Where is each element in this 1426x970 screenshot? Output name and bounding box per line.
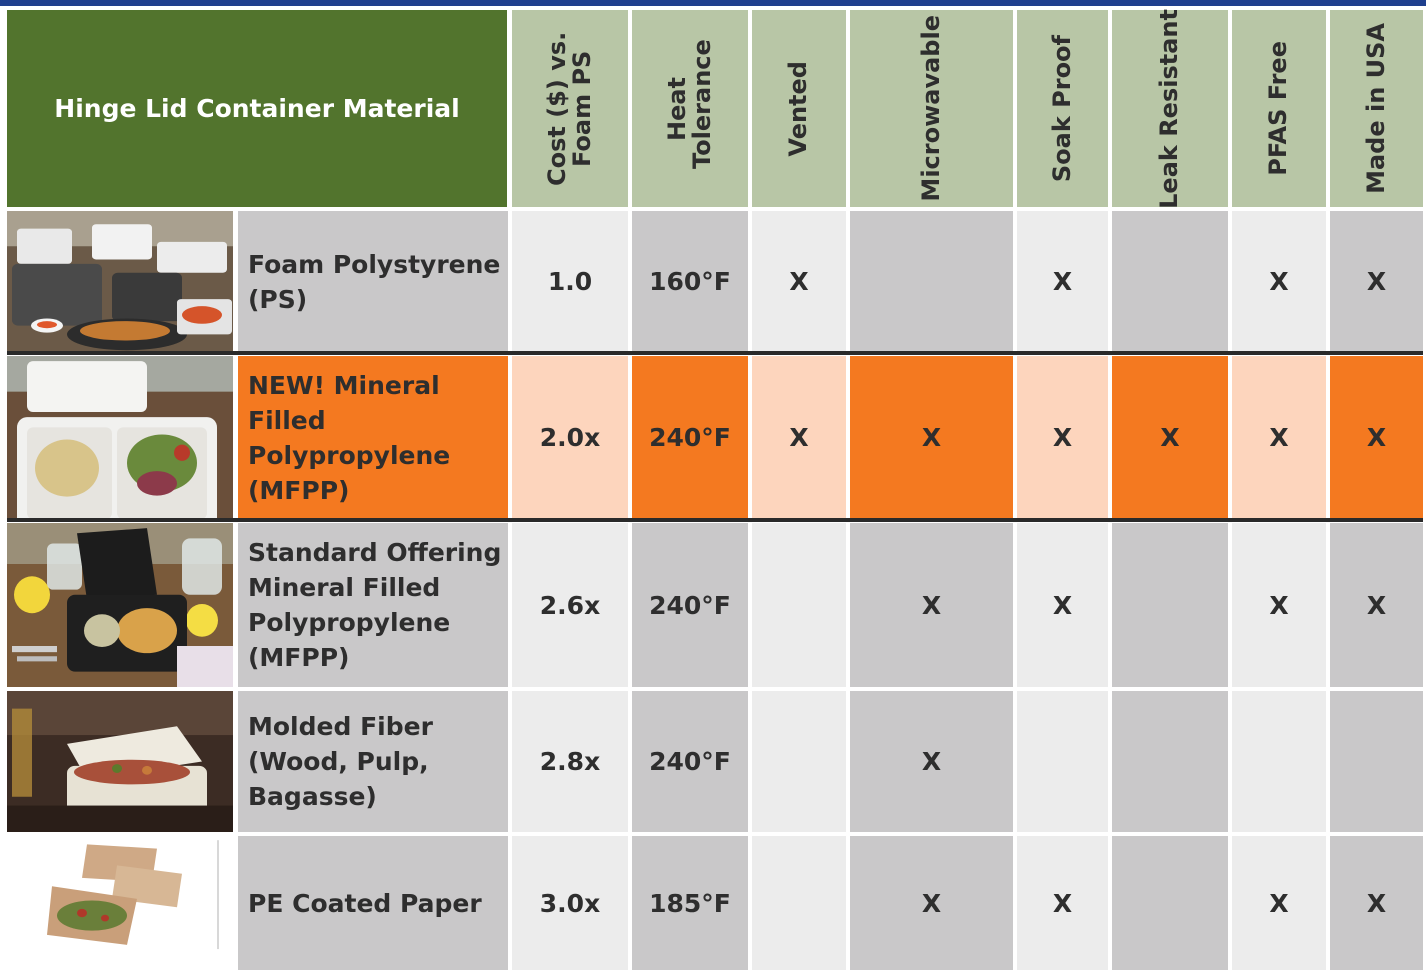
column-header-label: PFAS Free xyxy=(1264,41,1293,176)
feature-check-mark: X xyxy=(1330,836,1423,970)
foam-container-photo xyxy=(7,211,233,352)
feature-check-mark: X xyxy=(850,836,1013,970)
row-material-label: PE Coated Paper xyxy=(248,888,482,918)
feature-check-mark xyxy=(1330,691,1423,832)
column-header-label: Leak Resistant xyxy=(1155,8,1184,209)
feature-check-mark: X xyxy=(850,691,1013,832)
column-header-soak-proof xyxy=(1017,10,1108,207)
feature-check-mark xyxy=(1112,523,1228,687)
heat-tolerance-value: 240°F xyxy=(632,691,748,832)
top-accent-bar xyxy=(0,0,1426,6)
cost-value: 2.8x xyxy=(512,691,628,832)
feature-check-mark: X xyxy=(850,523,1013,687)
row-material-name xyxy=(238,523,508,687)
row-material-name xyxy=(238,836,508,970)
highlight-row-border xyxy=(7,351,1423,355)
cost-value: 1.0 xyxy=(512,211,628,352)
heat-tolerance-value: 240°F xyxy=(632,523,748,687)
feature-check-mark: X xyxy=(1232,523,1326,687)
mfpp-black-container-photo xyxy=(7,523,233,687)
feature-check-mark: X xyxy=(850,356,1013,519)
feature-check-mark: X xyxy=(752,211,846,352)
table-header-title: Hinge Lid Container Material xyxy=(7,10,507,207)
column-header-label: Made in USA xyxy=(1361,23,1390,194)
feature-check-mark: X xyxy=(1017,523,1108,687)
feature-check-mark: X xyxy=(1232,211,1326,352)
column-header-pfas-free xyxy=(1232,10,1326,207)
feature-check-mark xyxy=(1112,691,1228,832)
feature-check-mark: X xyxy=(1017,211,1108,352)
row-material-label: NEW! Mineral Filled Polypropylene (MFPP) xyxy=(248,370,451,505)
row-material-name xyxy=(238,691,508,832)
cost-value: 2.0x xyxy=(512,356,628,519)
column-header-made-in-usa xyxy=(1330,10,1423,207)
column-header-microwavable xyxy=(850,10,1013,207)
column-header-heat-tolerance xyxy=(632,10,748,207)
row-material-name xyxy=(238,356,508,519)
feature-check-mark xyxy=(752,523,846,687)
paper-container-photo xyxy=(7,836,233,970)
heat-tolerance-value: 240°F xyxy=(632,356,748,519)
highlight-row-border xyxy=(7,518,1423,522)
feature-check-mark: X xyxy=(1232,836,1326,970)
feature-check-mark xyxy=(752,691,846,832)
feature-check-mark: X xyxy=(1112,356,1228,519)
column-header-label: Vented xyxy=(784,60,813,157)
feature-check-mark: X xyxy=(752,356,846,519)
feature-check-mark xyxy=(1112,211,1228,352)
cost-value: 3.0x xyxy=(512,836,628,970)
feature-check-mark xyxy=(1232,691,1326,832)
heat-tolerance-value: 160°F xyxy=(632,211,748,352)
column-header-label: Soak Proof xyxy=(1047,34,1076,183)
feature-check-mark: X xyxy=(1330,211,1423,352)
heat-tolerance-value: 185°F xyxy=(632,836,748,970)
molded-fiber-container-photo xyxy=(7,691,233,832)
feature-check-mark xyxy=(752,836,846,970)
column-header-label: Heat Tolerance xyxy=(662,38,716,169)
feature-check-mark xyxy=(1017,691,1108,832)
feature-check-mark xyxy=(1112,836,1228,970)
mfpp-white-container-photo xyxy=(7,356,233,519)
column-header-cost-vs-foam-ps xyxy=(512,10,628,207)
column-header-label: Cost ($) vs. Foam PS xyxy=(542,31,596,186)
column-header-label: Microwavable xyxy=(916,15,945,202)
row-material-name xyxy=(238,211,508,352)
column-header-leak-resistant xyxy=(1112,10,1228,207)
feature-check-mark: X xyxy=(1232,356,1326,519)
row-material-label: Standard Offering Mineral Filled Polypropylene (MFPP) xyxy=(248,538,502,672)
column-header-vented xyxy=(752,10,846,207)
cost-value: 2.6x xyxy=(512,523,628,687)
feature-check-mark: X xyxy=(1017,356,1108,519)
feature-check-mark: X xyxy=(1017,836,1108,970)
feature-check-mark xyxy=(850,211,1013,352)
row-material-label: Molded Fiber (Wood, Pulp, Bagasse) xyxy=(248,712,433,811)
feature-check-mark: X xyxy=(1330,356,1423,519)
feature-check-mark: X xyxy=(1330,523,1423,687)
row-material-label: Foam Polystyrene (PS) xyxy=(248,249,501,314)
